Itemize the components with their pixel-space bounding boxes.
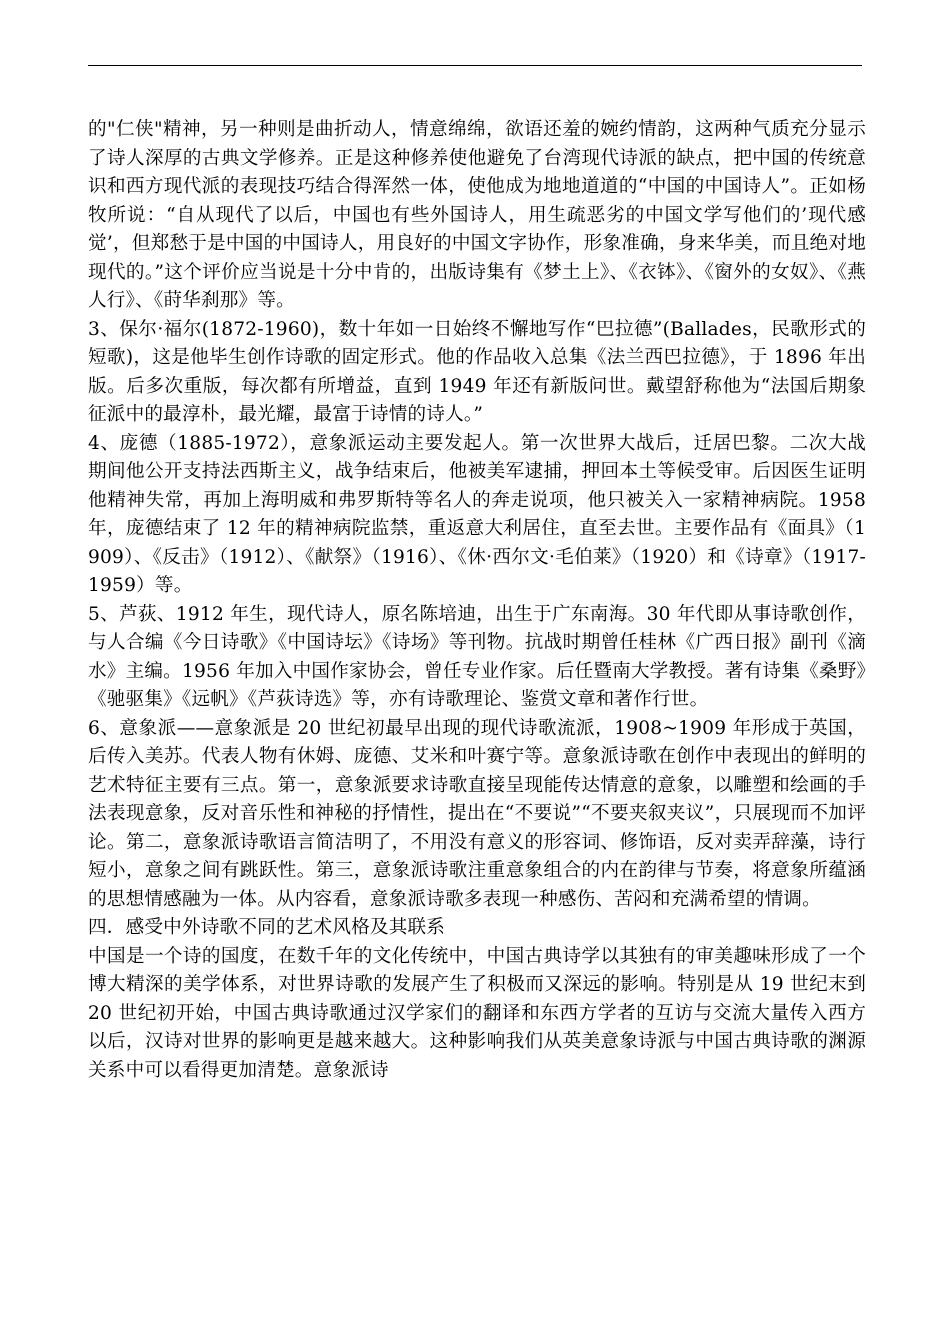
paragraph-lu-di: 5、芦荻、1912 年生，现代诗人，原名陈培迪，出生于广东南海。30 年代即从事诗歌创作，与人合编《今日诗歌》《中国诗坛》《诗场》等刊物。抗战时期曾任桂林《广西日报》副刊《滴水》主编。1956 年加入中国作家协会，曾任专业作家。后任暨南大学教授。著有诗集《桑野》《驰驱集》《远帆》《芦荻诗选》等，亦有诗歌理论、鉴赏文章和著作行世。	[88, 603, 866, 710]
section-heading-four: 四．感受中外诗歌不同的艺术风格及其联系	[88, 917, 446, 938]
paragraph-zheng-chouyu: 的"仁侠"精神，另一种则是曲折动人，情意绵绵，欲语还羞的婉约情韵，这两种气质充分显示了诗人深厚的古典文学修养。正是这种修养使他避免了台湾现代诗派的缺点，把中国的传统意识和西方现代派的表现技巧结合得浑然一体，使他成为地地道道的“中国的中国诗人”。正如杨牧所说：“自从现代了以后，中国也有些外国诗人，用生疏恶劣的中国文学写他们的’现代感觉’，但郑愁于是中国的中国诗人，用良好的中国文字协作，形象准确，身来华美，而且绝对地现代的。”这个评价应当说是十分中肯的，出版诗集有《梦土上》、《衣钵》、《窗外的女奴》、《燕人行》、《莳华刹那》等。	[88, 119, 866, 311]
document-body	[88, 116, 866, 1085]
paragraph-pound: 4、庞德（1885-1972），意象派运动主要发起人。第一次世界大战后，迁居巴黎。二次大战期间他公开支持法西斯主义，战争结束后，他被美军逮捕，押回本土等候受审。后因医生证明他精神失常，再加上海明威和弗罗斯特等名人的奔走说项，他只被关入一家精神病院。1958 年，庞德结束了 12 年的精神病院监禁，重返意大利居住，直至去世。主要作品有《面具》（1909）、《反击》（1912）、《献祭》（1916）、《休·西尔文·毛伯莱》（1920）和《诗章》（1917-1959）等。	[88, 432, 866, 596]
paragraph-chinese-poetry: 中国是一个诗的国度，在数千年的文化传统中，中国古典诗学以其独有的审美趣味形成了一个博大精深的美学体系，对世界诗歌的发展产生了积极而又深远的影响。特别是从 19 世纪末到 20 世纪初开始，中国古典诗歌通过汉学家们的翻译和东西方学者的互访与交流大量传入西方以后，汉诗对世界的影响更是越来越大。这种影响我们从英美意象诗派与中国古典诗歌的渊源关系中可以看得更加清楚。意象派诗	[88, 945, 866, 1081]
paragraph-imagism: 6、意象派——意象派是 20 世纪初最早出现的现代诗歌流派，1908~1909 年形成于英国，后传入美苏。代表人物有休姆、庞德、艾米和叶赛宁等。意象派诗歌在创作中表现出的鲜明的艺术特征主要有三点。第一，意象派要求诗歌直接呈现能传达情意的意象，以雕塑和绘画的手法表现意象，反对音乐性和神秘的抒情性，提出在“不要说”“不要夹叙夹议”，只展现而不加评论。第二，意象派诗歌语言简洁明了，不用没有意义的形容词、修饰语，反对卖弄辞藻，诗行短小，意象之间有跳跃性。第三，意象派诗歌注重意象组合的内在韵律与节奏，将意象所蕴涵的思想情感融为一体。从内容看，意象派诗歌多表现一种感伤、苦闷和充满希望的情调。	[88, 717, 866, 910]
header-rule	[88, 65, 862, 66]
paragraph-paul-fort: 3、保尔·福尔(1872-1960)，数十年如一日始终不懈地写作“巴拉德”(Ballades，民歌形式的短歌)，这是他毕生创作诗歌的固定形式。他的作品收入总集《法兰西巴拉德》，于 1896 年出版。后多次重版，每次都有所增益，直到 1949 年还有新版问世。戴望舒称他为“法国后期象征派中的最淳朴，最光耀，最富于诗情的诗人。”	[88, 318, 866, 425]
